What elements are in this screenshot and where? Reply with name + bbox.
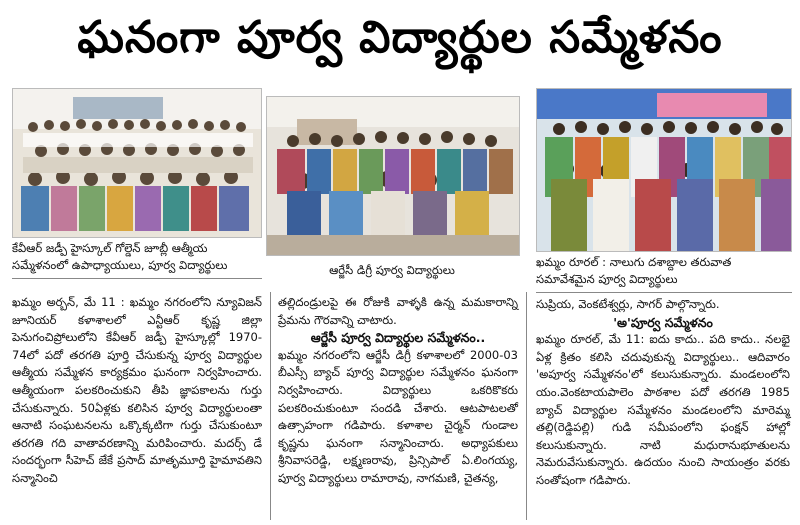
- col3-body: ఖమ్మం రూరల్, మే 11: ఐదు కాదు.. పది కాదు.. నలభై ఏళ్ల క్రితం కలిసి చదువుకున్న విద్యార్థులు.. ఆదివారం 'అపూర్వ సమ్మేళనం'లో కలుసుకున్నారు. మండలంలోని యం.వెంకటాయపాలెం పాఠశాల పదో తరగతి 1985 బ్యాచ్ విద్యార్థుల సమ్మేళనం మండలంలోని మారెమ్మ తల్లి(రెడ్డిపల్లి) గుడి సమీపంలోని ఫంక్షన్ హాల్లో కలుసుకున్నారు. నాటి మధురానుభూతులను నెమరువేసుకున్నారు. ఉదయం నుంచి సాయంత్రం వరకు సంతోషంగా గడిపారు.: [536, 332, 790, 487]
- headline: ఘనంగా పూర్వ విద్యార్థుల సమ్మేళనం: [77, 12, 723, 63]
- col2-lead: తల్లిదండ్రులపై ఈ రోజుకి వాళ్ళకి ఉన్న మమకారాన్ని ప్రేమను గౌరవాన్ని చాటారు.: [278, 295, 518, 327]
- caption-divider-2: [536, 292, 792, 293]
- group-photo-khammam-rural: [536, 88, 792, 252]
- photo2-caption: ఆర్జేసీ డిగ్రీ పూర్వ విద్యార్థులు: [329, 263, 455, 277]
- photo1-caption: కేవీఆర్ జడ్పీ హైస్కూల్ గోల్డెన్ జూబ్లీ ఆత్మీయ సమ్మేళనంలో ఉపాధ్యాయులు, పూర్వ విద్యార్థులు: [12, 241, 228, 272]
- column-separator-2: [526, 292, 527, 520]
- column-separator-1: [270, 292, 271, 520]
- col1-body: ఖమ్మం అర్బన్, మే 11 : ఖమ్మం నగరంలోని న్యూవిజన్ జూనియర్ కళాశాలలో ఎన్టీఆర్ కృష్ణ జిల్లా పెనుగంచిప్రోలులోని కేవీఆర్ జడ్పీ హైస్కూల్లో 1970-74లో పదో తరగతి పూర్తి చేసుకున్న పూర్వ విద్యార్థుల ఆత్మీయ సమ్మేళన కార్యక్రమం ఘనంగా నిర్వహించారు. ఆత్మీయంగా పలకరించుకుని తీపి జ్ఞాపకాలను గుర్తు చేసుకున్నారు. 50ఏళ్లకు కలిసిన పూర్వ విద్యార్థులంతా ఆనాటి సంఘటనలను ఒక్కొక్కటిగా గుర్తు చేసుకుంటూ తరగతి గది వాతావరణాన్ని మరిపించారు. మదర్స్ డే సందర్భంగా సీహెచ్ జేకే ప్రసాద్ మాతృమూర్తి హైమావతిని సన్మానించి: [12, 295, 262, 485]
- caption-divider-1: [12, 278, 262, 279]
- article-column-2: [278, 294, 518, 488]
- col2-subheading: ఆర్జేసీ పూర్వ విద్యార్థుల సమ్మేళనం..: [310, 330, 486, 346]
- article-column-3: [536, 296, 790, 490]
- photo3-caption: ఖమ్మం రూరల్ : నాలుగు దశాబ్దాల తరువాత సమావేశమైన పూర్వ విద్యార్థులు: [536, 255, 732, 286]
- group-photo-kvr-school: [12, 88, 262, 238]
- col3-subheading: 'అ'పూర్వ సమ్మేళనం: [613, 314, 713, 330]
- article-column-1: [12, 294, 262, 488]
- col2-body: ఖమ్మం నగరంలోని ఆర్జేసీ డిగ్రీ కళాశాలలో 2000-03 బీఎస్సీ బ్యాచ్ పూర్వ విద్యార్థుల సమ్మేళనం ఘనంగా నిర్వహించారు. విద్యార్థులు ఒకరికొకరు పలకరించుకుంటూ సందడి చేశారు. ఆటపాటలతో ఉత్సాహంగా గడిపారు. కళాశాల చైర్మన్ గుండాల కృష్ణను ఘనంగా సన్మానించారు. అధ్యాపకులు శ్రీనివాసరెడ్డి, లక్ష్మణరావు, ప్రిన్సిపాల్ ఏ.లింగయ్య, పూర్వ విద్యార్థులు రామారావు, నాగమణి, చైతన్య,: [278, 347, 518, 485]
- group-photo-rjc-degree: [266, 96, 520, 256]
- col3-lead: సుప్రియ, వెంకటేశ్వర్లు, సాగర్ పాల్గొన్నారు.: [536, 297, 720, 311]
